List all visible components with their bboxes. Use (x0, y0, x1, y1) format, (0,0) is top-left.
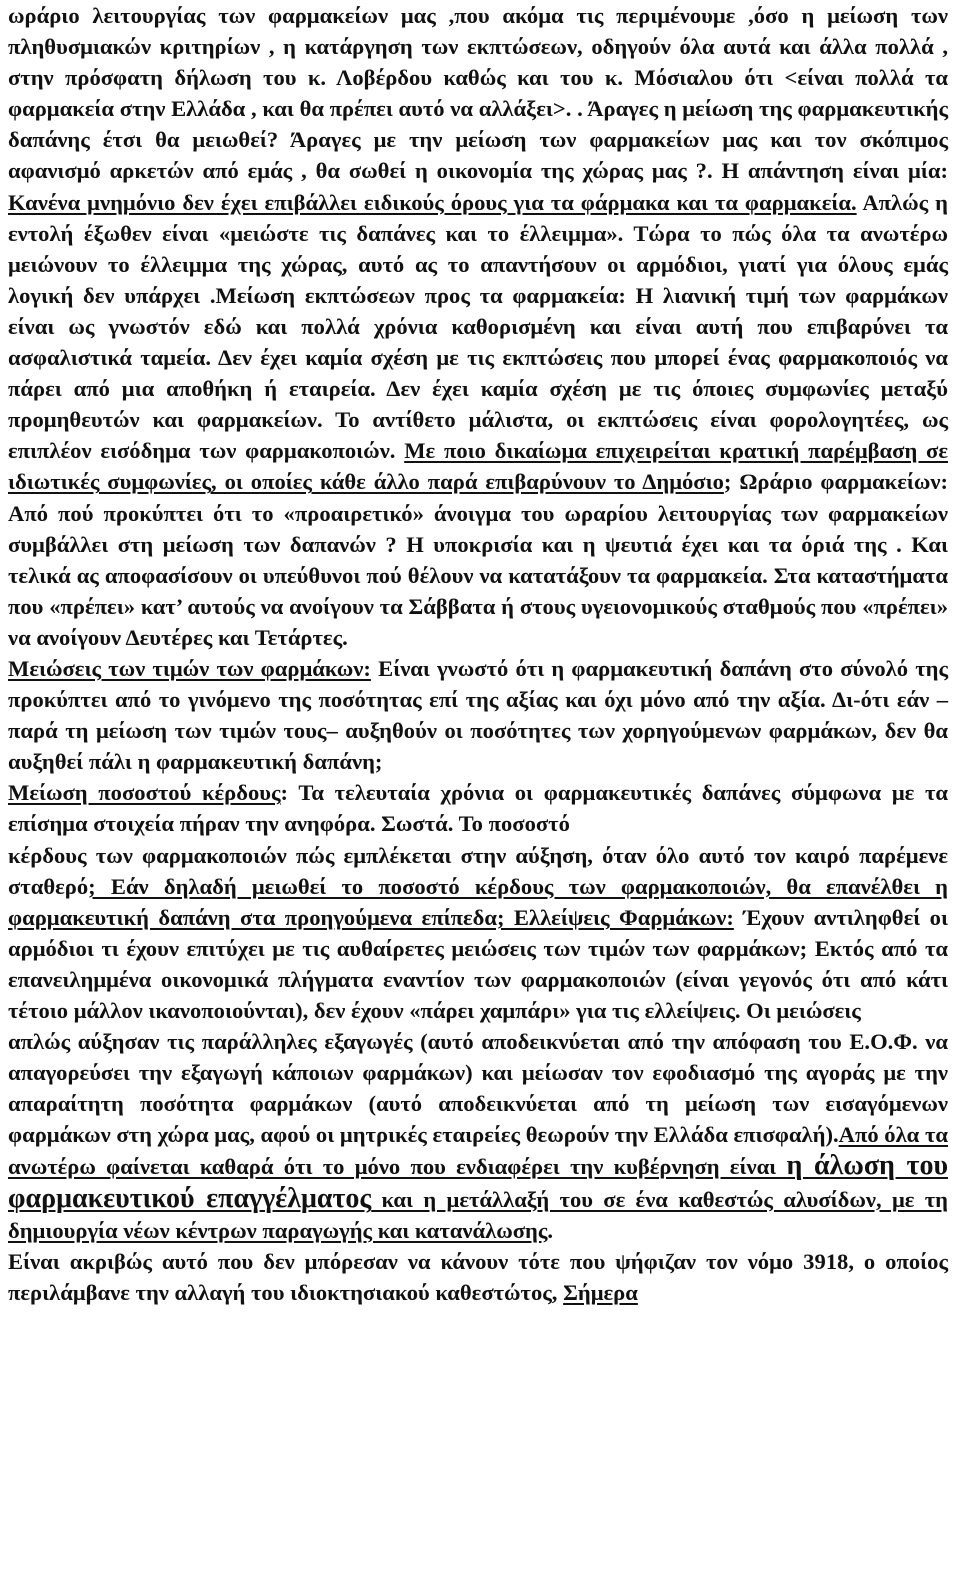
section-heading-profit-margin: Μείωση ποσοστού κέρδους (8, 780, 281, 806)
text-run: Είναι γνωστό ότι η φαρμακευτική δαπάνη στο σύνολό της προκύπτει από το γινόμενο της ποσότητας επί της αξίας και όχι μόνο από την αξία. Δι-ότι εάν –παρά τη μείωση των τιμών τους– αυξηθούν οι ποσότητες των χορηγούμενων φαρμάκων, δεν θα αυξηθεί πάλι η φαρμακευτική δαπάνη; (8, 655, 948, 775)
underlined-text-run: Σήμερα (563, 1279, 638, 1305)
paragraph-pharmacy-policy (8, 0, 948, 653)
underlined-text-run: και η μετάλλαξή του σε ένα καθεστώς αλυσίδων, με τη δημιουργία νέων κέντρων παραγωγής και κατανάλωσης (8, 1186, 948, 1243)
text-run: ωράριο λειτουργίας των φαρμακείων μας ,που ακόμα τις περιμένουμε ,όσο η μείωση των πληθυσμιακών κριτηρίων , η κατάργηση των εκπτώσεων, οδηγούν όλα αυτά και άλλα πολλά , στην πρόσφατη δήλωση του κ. Λοβέρδου καθώς και του κ. Μόσιαλου ότι <είναι πολλά τα φαρμακεία στην Ελλάδα , και θα πρέπει αυτό να αλλάξει>. . Άραγες η μείωση της φαρμακευτικής δαπάνης έτσι θα μειωθεί? Άραγες με την μείωση των φαρμακείων μας και τον σκόπιμος αφανισμό αρκετών από εμάς , θα σωθεί η οικονομία της χώρας μας ?. Η απάντηση είναι μία: (8, 3, 948, 184)
emphasized-underlined-text-run: η άλωση του φαρμακευτικού επαγγέλματος (8, 1150, 948, 1214)
underlined-text-run: Από όλα τα ανωτέρω φαίνεται καθαρά ότι το μόνο που ενδιαφέρει την κυβέρνηση είναι (8, 1122, 948, 1180)
text-run: Έχουν αντιληφθεί οι αρμόδιοι τι έχουν επιτύχει με τις αυθαίρετες μειώσεις των τιμών των φαρμάκων; Εκτός από τα επανειλημμένα οικονομικά πλήγματα εναντίον των φαρμακοποιών (είναι γεγονός ότι από κάτι τέτοιο μάλλον ικανοποιούνται), δεν έχουν «πάρει χαμπάρι» για τις ελλείψεις. Οι μειώσεις (8, 904, 948, 1023)
paragraph-price-reductions (8, 653, 948, 777)
underlined-text-run: Με ποιο δικαίωμα επιχειρείται κρατική παρέμβαση σε ιδιωτικές συμφωνίες, οι οποίες κάθε άλλο παρά επιβαρύνουν το Δημόσιο (8, 438, 948, 495)
text-run: . (547, 1217, 554, 1243)
text-run: Είναι ακριβώς αυτό που δεν μπόρεσαν να κάνουν τότε που ψήφιζαν τον νόμο 3918, ο οποίος περιλάμβανε την αλλαγή του ιδιοκτησιακού καθεστώτος, (8, 1248, 948, 1305)
paragraph-profit-and-shortages (8, 840, 948, 1027)
text-run: : Τα τελευταία χρόνια οι φαρμακευτικές δαπάνες σύμφωνα με τα επίσημα στοιχεία πήραν την ανηφόρα. Σωστά. Το ποσοστό (8, 780, 948, 837)
section-heading-price-reductions: Μειώσεις των τιμών των φαρμάκων: (8, 655, 371, 681)
paragraph-law-3918 (8, 1246, 948, 1308)
text-run: Απλώς η εντολή έξωθεν είναι «μειώστε τις δαπάνες και το έλλειμμα». Τώρα το πώς όλα τα ανωτέρω μειώνουν το έλλειμμα της χώρας, αυτό ας το απαντήσουν οι αρμόδιοι, γιατί για όλους εμάς λογική δεν υπάρχει .Μείωση εκπτώσεων προς τα φαρμακεία: Η λιανική τιμή των φαρμάκων είναι ως γνωστόν εδώ και πολλά χρόνια καθορισμένη και είναι αυτή που επιβαρύνει τα ασφαλιστικά ταμεία. Δεν έχει καμία σχέση με τις εκπτώσεις που μπορεί ένας φαρμακοποιός να πάρει από μια αποθήκη ή εταιρεία. Δεν έχει καμία σχέση με τις όποιες συμφωνίες μεταξύ προμηθευτών και φαρμακείων. Το αντίθετο μάλιστα, οι εκπτώσεις είναι φορολογητέες, ως επιπλέον εισόδημα των φαρμακοποιών. (8, 189, 948, 464)
text-run: ; Ωράριο φαρμακείων: Από πού προκύπτει ότι το «προαιρετικό» άνοιγμα του ωραρίου λειτουργίας των φαρμακείων συμβάλλει στη μείωση των δαπανών ? Η υποκρισία και η ψευτιά έχει και τα όριά της . Και τελικά ας αποφασίσουν οι υπεύθυνοι πού θέλουν να κατατάξουν τα φαρμακεία. Στα καταστήματα που «πρέπει» κατ’ αυτούς να ανοίγουν τα Σάββατα ή στους υγειονομικούς σταθμούς που «πρέπει» να ανοίγουν Δευτέρες και Τετάρτες. (8, 469, 948, 650)
underlined-text-run: Κανένα μνημόνιο δεν έχει επιβάλλει ειδικούς όρους για τα φάρμακα και τα φαρμακεία. (8, 189, 857, 215)
text-run: απλώς αύξησαν τις παράλληλες εξαγωγές (αυτό αποδεικνύεται από την απόφαση του Ε.Ο.Φ. να απαγορεύσει την εξαγωγή κάποιων φαρμάκων) και μείωσαν τον εφοδιασμό της αγοράς με την απαραίτητη ποσότητα φαρμάκων (αυτό αποδεικνύεται από τη μείωση των εισαγόμενων φαρμάκων στη χώρα μας, αφού οι μητρικές εταιρείες θεωρούν την Ελλάδα επισφαλή). (8, 1029, 948, 1148)
paragraph-profit-margin (8, 777, 948, 839)
underlined-text-run: ; Εάν δηλαδή μειωθεί το ποσοστό κέρδους των φαρμακοποιών, θα επανέλθει η φαρμακευτική δαπάνη στα προηγούμενα επίπεδα; Ελλείψεις Φαρμάκων: (8, 873, 948, 930)
text-run: κέρδους των φαρμακοποιών πώς εμπλέκεται στην αύξηση, όταν όλο αυτό τον καιρό παρέμενε σταθερό (8, 842, 948, 899)
paragraph-exports-conclusion (8, 1026, 948, 1246)
